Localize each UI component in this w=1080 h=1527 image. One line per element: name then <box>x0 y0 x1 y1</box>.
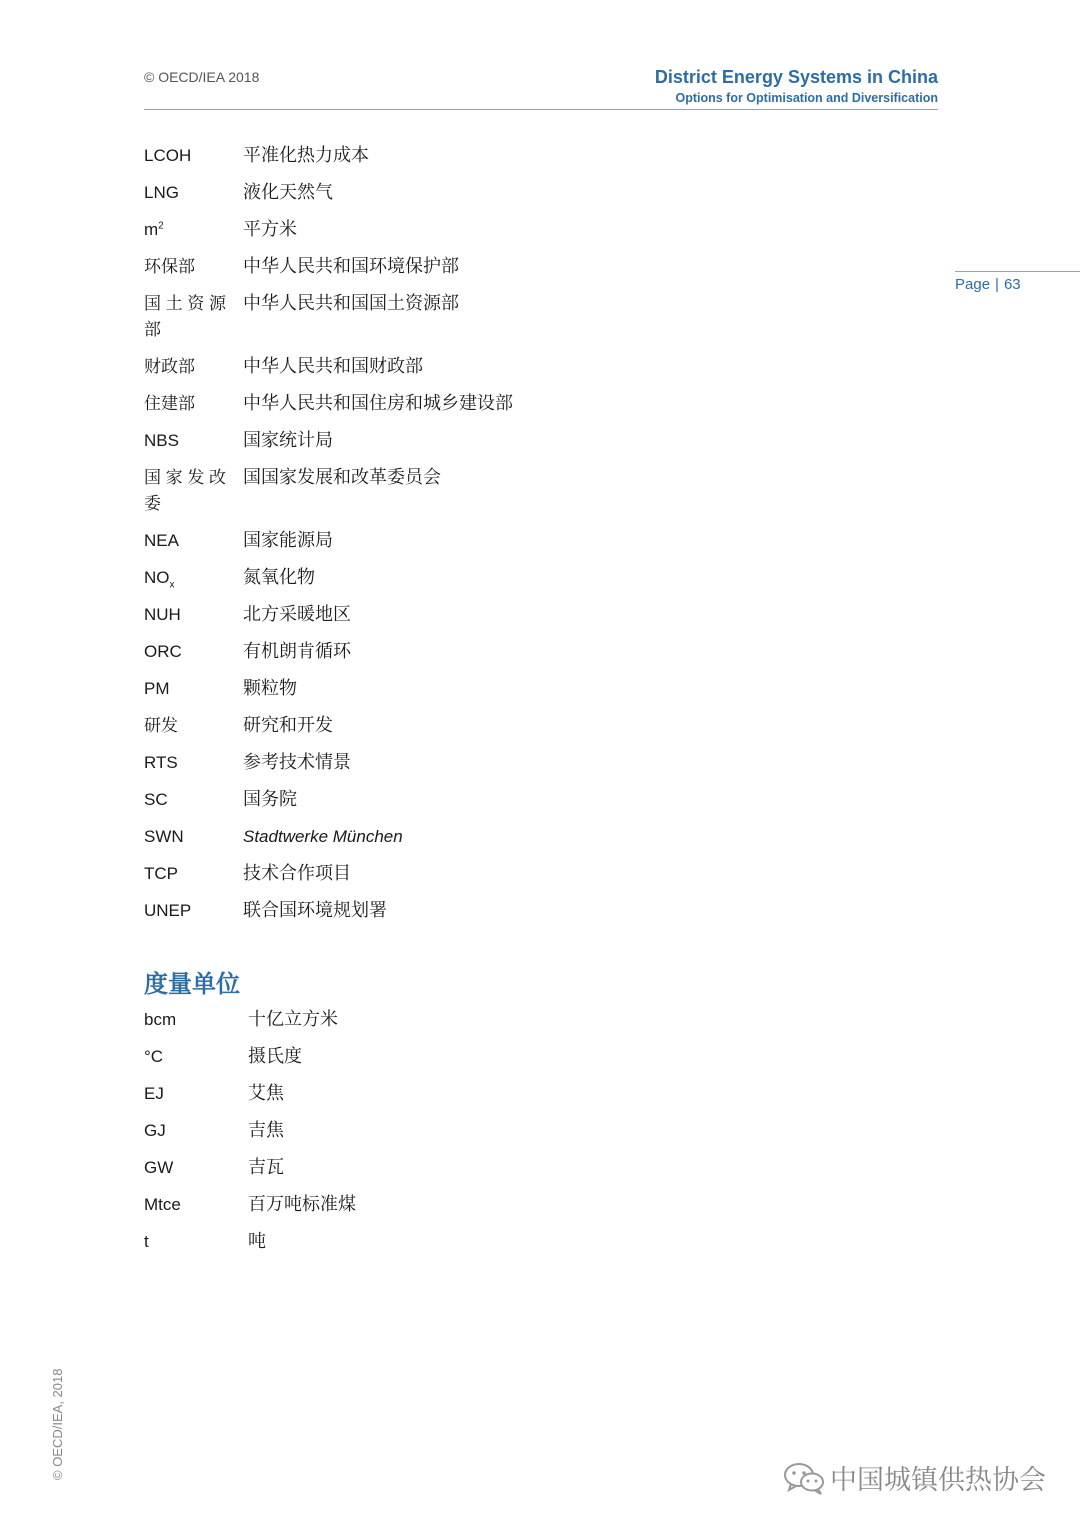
unit-term: °C <box>144 1047 164 1066</box>
abbreviation-definition: 研究和开发 <box>243 715 333 736</box>
document-title: District Energy Systems in China <box>654 67 938 87</box>
header-copyright: © OECD/IEA 2018 <box>144 69 260 85</box>
abbreviation-definition: 颗粒物 <box>243 678 297 699</box>
list-item <box>144 1007 704 1033</box>
abbreviation-definition: 国务院 <box>243 789 297 810</box>
list-item <box>144 428 704 454</box>
list-item <box>144 143 704 169</box>
unit-definition: 摄氏度 <box>248 1046 302 1067</box>
abbreviation-definition: 联合国环境规划署 <box>243 900 387 921</box>
unit-definition: 十亿立方米 <box>248 1009 338 1030</box>
abbreviation-term: 住建部 <box>144 394 195 414</box>
watermark <box>782 1458 1046 1497</box>
abbreviation-term: 环保部 <box>144 257 195 277</box>
list-item <box>144 254 704 280</box>
abbreviation-definition: 平准化热力成本 <box>243 145 369 166</box>
unit-term: GJ <box>144 1121 166 1140</box>
abbreviation-term: PM <box>144 679 170 698</box>
list-item <box>144 217 704 243</box>
page-number <box>955 276 1021 293</box>
list-item <box>144 1044 704 1070</box>
side-copyright <box>50 1352 70 1482</box>
side-copyright-text: © OECD/IEA, 2018 <box>50 1368 65 1480</box>
unit-definition: 艾焦 <box>248 1083 284 1104</box>
unit-definition: 吨 <box>248 1231 266 1252</box>
abbreviation-term: SC <box>144 790 168 809</box>
abbreviation-term <box>144 565 243 591</box>
page-number-value: 63 <box>1003 276 1021 293</box>
list-item <box>144 465 704 517</box>
abbreviation-definition: 北方采暖地区 <box>243 604 351 625</box>
list-item <box>144 565 704 591</box>
abbreviation-definition: 技术合作项目 <box>243 863 351 884</box>
abbreviation-term: NUH <box>144 605 181 624</box>
unit-definition: 吉焦 <box>248 1120 284 1141</box>
unit-term: GW <box>144 1158 174 1177</box>
abbreviation-term: NBS <box>144 431 179 450</box>
abbreviation-definition: 中华人民共和国国土资源部 <box>243 293 459 314</box>
unit-term: t <box>144 1232 149 1251</box>
list-item <box>144 528 704 554</box>
abbreviation-definition: 国家能源局 <box>243 530 333 551</box>
page-separator: | <box>995 276 999 293</box>
document-subtitle: Options for Optimisation and Diversification <box>675 91 938 105</box>
list-item <box>144 180 704 206</box>
unit-definition: 百万吨标准煤 <box>248 1194 356 1215</box>
list-item <box>144 1118 704 1144</box>
abbreviation-term: TCP <box>144 864 178 883</box>
units-list <box>144 1007 704 1266</box>
unit-term: Mtce <box>144 1195 181 1214</box>
page-number-divider <box>955 271 1080 272</box>
list-item <box>144 713 704 739</box>
unit-term: EJ <box>144 1084 164 1103</box>
abbreviation-definition: 中华人民共和国住房和城乡建设部 <box>243 393 513 414</box>
list-item <box>144 1155 704 1181</box>
list-item <box>144 602 704 628</box>
list-item <box>144 787 704 813</box>
header-title-block <box>655 66 938 107</box>
abbreviation-term: 财政部 <box>144 357 195 377</box>
abbreviation-list <box>144 143 704 935</box>
abbreviation-definition: 参考技术情景 <box>243 752 351 773</box>
abbreviation-term: SWN <box>144 827 184 846</box>
list-item <box>144 1192 704 1218</box>
abbreviation-definition: 国国家发展和改革委员会 <box>243 467 441 488</box>
unit-term: bcm <box>144 1010 177 1029</box>
abbreviation-term: UNEP <box>144 901 192 920</box>
list-item <box>144 898 704 924</box>
abbreviation-term: NEA <box>144 531 179 550</box>
list-item <box>144 291 704 343</box>
unit-definition: 吉瓦 <box>248 1157 284 1178</box>
abbreviation-definition: 氮氧化物 <box>243 567 315 588</box>
abbreviation-term: RTS <box>144 753 178 772</box>
abbreviation-term: LNG <box>144 183 179 202</box>
abbreviation-definition: 国家统计局 <box>243 430 333 451</box>
abbreviation-term: ORC <box>144 642 182 661</box>
abbreviation-definition: 有机朗肯循环 <box>243 641 351 662</box>
abbreviation-definition: 平方米 <box>243 219 297 240</box>
list-item <box>144 1081 704 1107</box>
list-item <box>144 1229 704 1255</box>
abbreviation-definition: 中华人民共和国财政部 <box>243 356 423 377</box>
list-item <box>144 354 704 380</box>
list-item <box>144 861 704 887</box>
page-label: Page <box>955 276 991 293</box>
abbreviation-superscript: 2 <box>158 220 164 232</box>
abbreviation-term <box>144 217 243 243</box>
units-section-heading: 度量单位 <box>144 969 240 998</box>
list-item <box>144 824 704 850</box>
abbreviation-definition: Stadtwerke München <box>243 827 403 846</box>
abbreviation-base: NO <box>144 568 170 587</box>
list-item <box>144 391 704 417</box>
list-item <box>144 676 704 702</box>
abbreviation-term: LCOH <box>144 146 192 165</box>
abbreviation-subscript: x <box>169 579 175 591</box>
abbreviation-base: m <box>144 220 159 239</box>
abbreviation-term: 国土资源部 <box>144 294 226 340</box>
header-divider <box>144 109 938 110</box>
list-item <box>144 639 704 665</box>
abbreviation-term: 研发 <box>144 716 178 736</box>
wechat-icon <box>782 1460 826 1496</box>
abbreviation-term: 国家发改委 <box>144 468 226 514</box>
abbreviation-definition: 液化天然气 <box>243 182 333 203</box>
list-item <box>144 750 704 776</box>
abbreviation-definition: 中华人民共和国环境保护部 <box>243 256 459 277</box>
watermark-text: 中国城镇供热协会 <box>830 1465 1046 1496</box>
